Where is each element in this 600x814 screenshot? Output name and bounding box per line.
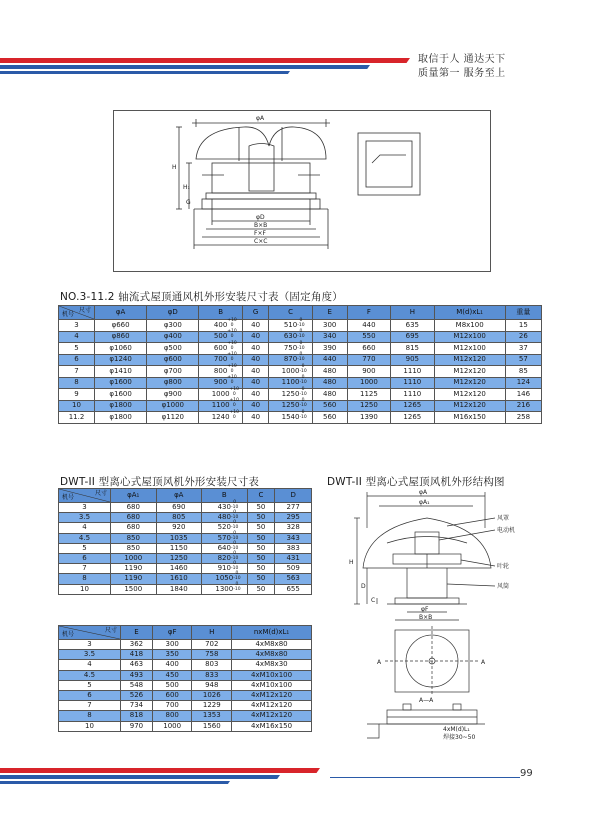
table-cell: φ300 [147, 320, 199, 332]
fig2-label-duct: 风筒 [497, 583, 510, 590]
table-cell: 6 [59, 354, 95, 366]
table-cell: 1110 [391, 389, 434, 401]
header-blue-stripe-thin [0, 71, 290, 74]
table-cell: 1250 [347, 400, 390, 412]
table-cell: 26 [505, 331, 541, 343]
table-cell: 970 [121, 721, 153, 731]
table-cell: 3 [59, 320, 95, 332]
table-cell: 750 0 -10 [269, 343, 312, 355]
table-cell: 480 [312, 389, 347, 401]
table1-corner-header: 尺寸 机号 [59, 306, 95, 320]
table-cell: 440 [312, 354, 347, 366]
table-cell: 450 [152, 670, 192, 680]
table-cell: 4xM8x30 [232, 660, 312, 670]
table-cell: 815 [391, 343, 434, 355]
table-cell: 431 [275, 553, 312, 563]
table-cell: 560 [312, 400, 347, 412]
table-cell: 8 [59, 377, 95, 389]
table-cell: 7 [59, 564, 111, 574]
table1-header: E [312, 306, 347, 320]
table2-header: C [247, 489, 275, 503]
table-cell: 1100 0 -10 [269, 377, 312, 389]
table3-header: E [121, 626, 153, 640]
table3-corner-header: 尺寸 机号 [59, 626, 121, 640]
table-cell: 500 [152, 680, 192, 690]
table1-body [59, 317, 542, 424]
table-cell: 1265 [391, 400, 434, 412]
table-cell: 6 [59, 553, 111, 563]
table-cell: 655 [275, 584, 312, 594]
table-row [59, 711, 312, 721]
table-cell: φ900 [147, 389, 199, 401]
fig2-label-c: C [371, 597, 376, 604]
table-cell: φ1800 [95, 400, 147, 412]
table-cell: 50 [247, 584, 275, 594]
table-row [59, 650, 312, 660]
fig1-label-bxb: B×B [254, 222, 268, 229]
table-cell: 4.5 [59, 670, 121, 680]
table-cell: 362 [121, 640, 153, 650]
table-cell: 40 [242, 331, 268, 343]
table-cell: 15 [505, 320, 541, 332]
table-cell: 1000 +10 0 [199, 389, 242, 401]
table-row [59, 690, 312, 700]
figure2-title: DWT-II 型离心式屋顶风机外形结构图 [327, 476, 505, 488]
table-cell: 8 [59, 711, 121, 721]
table-cell: 383 [275, 543, 312, 553]
table-cell: 50 [247, 513, 275, 523]
fig2-label-section: A—A [419, 697, 434, 704]
table-cell: 600 +10 0 [199, 343, 242, 355]
fig2-label-weld: 焊接30~50 [443, 734, 476, 741]
table-cell: 1500 [111, 584, 157, 594]
table-cell: 820 0 -10 [202, 553, 248, 563]
table-cell: 1100 +10 0 [199, 400, 242, 412]
table-cell: 833 [192, 670, 232, 680]
table-cell: 690 [156, 503, 202, 513]
table-cell: M12x120 [434, 400, 505, 412]
table-cell: 1190 [111, 574, 157, 584]
table-cell: 1840 [156, 584, 202, 594]
table-cell: 10 [59, 400, 95, 412]
table-cell: 805 [156, 513, 202, 523]
table-cell: 680 [111, 513, 157, 523]
table-cell: 4xM10x100 [232, 680, 312, 690]
table-cell: 40 [242, 377, 268, 389]
fig2-label-d: D [361, 583, 366, 590]
table1-header: φD [147, 306, 199, 320]
fig2-label-phif: φF [421, 606, 429, 613]
fig2-label-bolt: 4xM(d)L₁ [443, 726, 470, 733]
table-cell: φ1000 [147, 400, 199, 412]
table1-header: φA [95, 306, 147, 320]
table-row [59, 513, 312, 523]
table-cell: 3.5 [59, 650, 121, 660]
table-cell: φ400 [147, 331, 199, 343]
table-cell: 1240 +10 0 [199, 412, 242, 424]
table-cell: 11.2 [59, 412, 95, 424]
table-cell: 480 [312, 377, 347, 389]
table-cell: 1265 [391, 412, 434, 424]
table-cell: 50 [247, 523, 275, 533]
table-cell: 6 [59, 690, 121, 700]
table-cell: M12x120 [434, 366, 505, 378]
fig2-label-h: H [349, 559, 354, 566]
table1-header: G [242, 306, 268, 320]
header-red-stripe [0, 58, 410, 63]
table-cell: φ1600 [95, 389, 147, 401]
table-cell: 418 [121, 650, 153, 660]
table3-header: nxM(d)xL₁ [232, 626, 312, 640]
table-cell: 350 [152, 650, 192, 660]
centrifugal-fan-drawing [327, 488, 541, 746]
centrifugal-fan-dimension-table [58, 488, 312, 595]
table-row [59, 584, 312, 594]
table-cell: 948 [192, 680, 232, 690]
table-row [59, 640, 312, 650]
table-cell: 900 [347, 366, 390, 378]
table-cell: 37 [505, 343, 541, 355]
table-cell: 124 [505, 377, 541, 389]
table-cell: φ1240 [95, 354, 147, 366]
fig1-label-fxf: F×F [254, 230, 266, 237]
table-row [59, 412, 542, 424]
table-cell: 440 [347, 320, 390, 332]
table-cell: 570 0 -10 [202, 533, 248, 543]
table-cell: 50 [247, 533, 275, 543]
table-cell: φ700 [147, 366, 199, 378]
table-cell: 510 0 -10 [269, 320, 312, 332]
table2-corner-header: 尺寸 机号 [59, 489, 111, 503]
table-cell: 7 [59, 701, 121, 711]
table-cell: 40 [242, 412, 268, 424]
table-cell: 1229 [192, 701, 232, 711]
table-cell: 50 [247, 543, 275, 553]
table-cell: 493 [121, 670, 153, 680]
table-cell: 343 [275, 533, 312, 543]
table-cell: 9 [59, 389, 95, 401]
table-cell: 340 [312, 331, 347, 343]
table-cell: 258 [505, 412, 541, 424]
table-cell: 4 [59, 331, 95, 343]
table-cell: 702 [192, 640, 232, 650]
table-cell: 1110 [391, 377, 434, 389]
table-cell: M8x100 [434, 320, 505, 332]
fig2-label-a-right: A [481, 659, 486, 666]
table-cell: 4.5 [59, 533, 111, 543]
table-cell: 1125 [347, 389, 390, 401]
table-cell: M12x100 [434, 331, 505, 343]
table-cell: 635 [391, 320, 434, 332]
fan-base [202, 199, 320, 209]
table2-body [59, 500, 312, 595]
table3-header: φF [152, 626, 192, 640]
table-cell: 300 [312, 320, 347, 332]
table-row [59, 564, 312, 574]
table-cell: 5 [59, 543, 111, 553]
table-cell: 640 0 -10 [202, 543, 248, 553]
table-cell: 1353 [192, 711, 232, 721]
table3-header: H [192, 626, 232, 640]
table-cell: φ800 [147, 377, 199, 389]
table-cell: 734 [121, 701, 153, 711]
table-cell: 1050 0 -10 [202, 574, 248, 584]
table-cell: 40 [242, 343, 268, 355]
table-cell: M12x120 [434, 389, 505, 401]
table-cell: 480 [312, 366, 347, 378]
fan-top-view [358, 133, 420, 195]
table-cell: 4xM8x80 [232, 640, 312, 650]
fig2-label-a-left: A [377, 659, 382, 666]
fig1-label-h: H [172, 164, 177, 171]
centrifugal-motor [415, 532, 439, 554]
table2-header: D [275, 489, 312, 503]
table-cell: 1540 0 -10 [269, 412, 312, 424]
table-cell: 3 [59, 503, 111, 513]
footer-red-stripe [0, 768, 320, 773]
fig1-label-h1: H₁ [183, 184, 190, 191]
table-cell: 758 [192, 650, 232, 660]
table-cell: 1000 0 -10 [269, 366, 312, 378]
table-row [59, 533, 312, 543]
fan-hood [196, 127, 326, 159]
table-cell: 5 [59, 343, 95, 355]
table-cell: 400 [152, 660, 192, 670]
table-cell: 1610 [156, 574, 202, 584]
table-cell: 40 [242, 366, 268, 378]
table-cell: 1150 [156, 543, 202, 553]
axial-fan-drawing-svg [114, 111, 492, 273]
table-cell: φ1800 [95, 412, 147, 424]
table-cell: φ860 [95, 331, 147, 343]
fig2-label-bxb: B×B [419, 614, 433, 621]
table-cell: 480 0 -10 [202, 513, 248, 523]
table-cell: 680 [111, 503, 157, 513]
fan-motor [249, 144, 274, 192]
fig1-label-cxc: C×C [254, 238, 268, 245]
table-cell: 850 [111, 533, 157, 543]
table-cell: 1000 [111, 553, 157, 563]
table-cell: M16x150 [434, 412, 505, 424]
table-cell: 910 0 -10 [202, 564, 248, 574]
fan-flange [206, 193, 316, 199]
table-cell: M12x120 [434, 377, 505, 389]
table-cell: 680 [111, 523, 157, 533]
table-cell: 10 [59, 584, 111, 594]
table-cell: 4xM10x100 [232, 670, 312, 680]
table2-header: φA [156, 489, 202, 503]
table-cell: 4 [59, 660, 121, 670]
table-row [59, 660, 312, 670]
table-cell: 5 [59, 680, 121, 690]
table-cell: 8 [59, 574, 111, 584]
axial-fan-dimension-table [58, 305, 542, 424]
table-cell: 900 +10 0 [199, 377, 242, 389]
table-cell: 1035 [156, 533, 202, 543]
table-cell: 3.5 [59, 513, 111, 523]
table3-body [59, 640, 312, 732]
fig1-label-g: G [186, 199, 191, 206]
table-row [59, 553, 312, 563]
table-cell: 4xM16x150 [232, 721, 312, 731]
table-cell: 700 [152, 701, 192, 711]
table-cell: 550 [347, 331, 390, 343]
table-cell: M12x100 [434, 343, 505, 355]
table-row [59, 543, 312, 553]
table-cell: φ1600 [95, 377, 147, 389]
table-cell: M12x120 [434, 354, 505, 366]
table-cell: 905 [391, 354, 434, 366]
table-cell: 7 [59, 366, 95, 378]
table-cell: 4xM8x80 [232, 650, 312, 660]
table-cell: 500 +10 0 [199, 331, 242, 343]
table-cell: 1000 [152, 721, 192, 731]
table-cell: 800 +10 0 [199, 366, 242, 378]
table-row [59, 701, 312, 711]
centrifugal-fan-install-table [58, 625, 312, 732]
table-cell: 57 [505, 354, 541, 366]
table1-header: C [269, 306, 312, 320]
table-cell: φ660 [95, 320, 147, 332]
table-cell: 4xM12x120 [232, 690, 312, 700]
table-cell: 10 [59, 721, 121, 731]
footer-rule [330, 777, 520, 778]
table1-header: F [347, 306, 390, 320]
table-cell: 660 [347, 343, 390, 355]
table-cell: 1390 [347, 412, 390, 424]
table-cell: 430 0 -10 [202, 503, 248, 513]
fig1-label-phid: φD [256, 214, 265, 221]
table-cell: 1300 0 -10 [202, 584, 248, 594]
table-cell: 146 [505, 389, 541, 401]
fig2-label-phia1: φA₁ [419, 499, 430, 506]
table-cell: 803 [192, 660, 232, 670]
table-cell: 1250 [156, 553, 202, 563]
table1-header: H [391, 306, 434, 320]
table-cell: 695 [391, 331, 434, 343]
table-cell: 50 [247, 553, 275, 563]
table-cell: 1190 [111, 564, 157, 574]
table-cell: 390 [312, 343, 347, 355]
table-cell: 509 [275, 564, 312, 574]
table-cell: 4xM12x120 [232, 711, 312, 721]
table-row [59, 574, 312, 584]
table-cell: 770 [347, 354, 390, 366]
table-cell: 463 [121, 660, 153, 670]
table-cell: 630 0 -10 [269, 331, 312, 343]
table-cell: 4 [59, 523, 111, 533]
table-cell: 50 [247, 564, 275, 574]
table-cell: 50 [247, 503, 275, 513]
table-cell: 563 [275, 574, 312, 584]
fig2-label-hood: 风罩 [497, 515, 510, 522]
fig1-label-phia: φA [256, 115, 265, 122]
table-cell: 700 +10 0 [199, 354, 242, 366]
table2-header: B [202, 489, 248, 503]
table-cell: 548 [121, 680, 153, 690]
table-cell: 1250 0 -10 [269, 389, 312, 401]
table-cell: 800 [152, 711, 192, 721]
table-row [59, 721, 312, 731]
header-blue-stripe [0, 65, 370, 69]
table-row [59, 670, 312, 680]
table-cell: φ600 [147, 354, 199, 366]
table-cell: 526 [121, 690, 153, 700]
table-cell: 1560 [192, 721, 232, 731]
table-cell: 4xM12x120 [232, 701, 312, 711]
table-cell: 85 [505, 366, 541, 378]
table-cell: 295 [275, 513, 312, 523]
footer-blue-stripe [0, 775, 280, 779]
table-cell: 216 [505, 400, 541, 412]
table-cell: 400 +10 0 [199, 320, 242, 332]
table-cell: φ500 [147, 343, 199, 355]
table-cell: 50 [247, 574, 275, 584]
table-cell: 40 [242, 400, 268, 412]
slogan-line-2: 质量第一 服务至上 [418, 68, 506, 79]
table-cell: 818 [121, 711, 153, 721]
table-cell: φ1120 [147, 412, 199, 424]
table-cell: 1250 0 -10 [269, 400, 312, 412]
fig2-label-impeller: 叶轮 [497, 563, 510, 570]
table-cell: 870 0 -10 [269, 354, 312, 366]
table-cell: 40 [242, 354, 268, 366]
table-cell: 560 [312, 412, 347, 424]
table-cell: 3 [59, 640, 121, 650]
table1-title: NO.3-11.2 轴流式屋顶通风机外形安装尺寸表（固定角度） [60, 291, 343, 303]
table-cell: φ1060 [95, 343, 147, 355]
table-cell: 920 [156, 523, 202, 533]
table-cell: 1110 [391, 366, 434, 378]
table1-header: 重量 [505, 306, 541, 320]
table-cell: 850 [111, 543, 157, 553]
fig2-label-motor: 电动机 [497, 527, 516, 534]
table-cell: 328 [275, 523, 312, 533]
centrifugal-fan-drawing-svg [327, 488, 541, 746]
table-row [59, 523, 312, 533]
table-cell: 40 [242, 320, 268, 332]
table-cell: 300 [152, 640, 192, 650]
fig2-label-phia: φA [419, 489, 428, 496]
table2-header: φA₁ [111, 489, 157, 503]
table-cell: 1026 [192, 690, 232, 700]
table-cell: 1000 [347, 377, 390, 389]
table-cell: 600 [152, 690, 192, 700]
table-cell: 1460 [156, 564, 202, 574]
footer-blue-stripe-thin [0, 781, 230, 784]
table-cell: 520 0 -10 [202, 523, 248, 533]
table-row [59, 503, 312, 513]
page-number: 99 [520, 768, 533, 779]
table-row [59, 680, 312, 690]
table1-header: M(d)xL₁ [434, 306, 505, 320]
table-cell: φ1410 [95, 366, 147, 378]
slogan-line-1: 取信于人 通达天下 [418, 54, 506, 65]
table1-header: B [199, 306, 242, 320]
table-cell: 40 [242, 389, 268, 401]
table-cell: 277 [275, 503, 312, 513]
axial-fan-drawing [113, 110, 491, 272]
table2-title: DWT-II 型离心式屋顶风机外形安装尺寸表 [60, 476, 260, 488]
